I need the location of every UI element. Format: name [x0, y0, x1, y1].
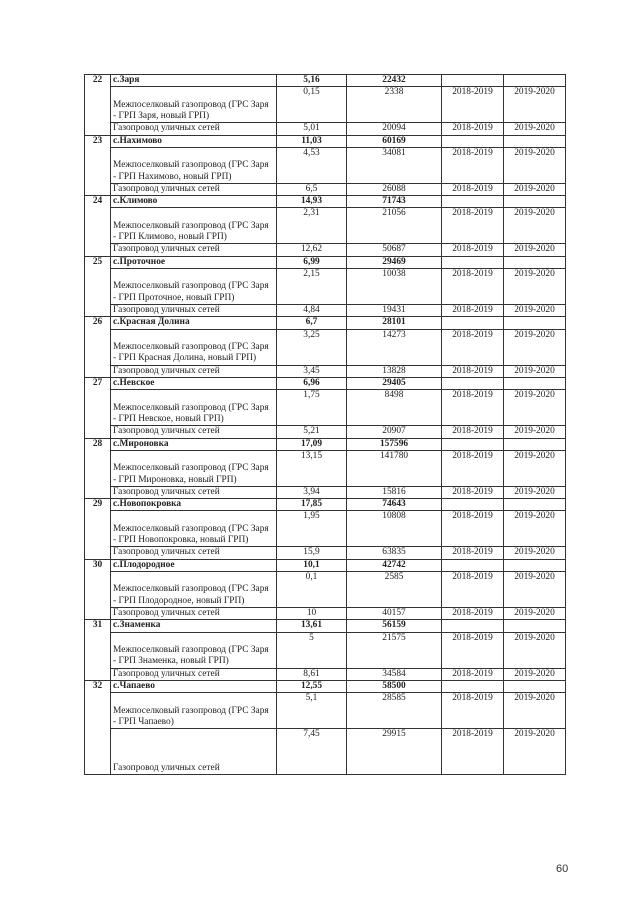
- pipeline-cost: 34584: [347, 668, 442, 680]
- inter-settlement-pipeline-row: [85, 450, 566, 486]
- row-number: 22: [85, 75, 111, 136]
- pipeline-length: 8,61: [277, 668, 347, 680]
- pipeline-cost: 20094: [347, 123, 442, 135]
- empty-cell: [504, 620, 566, 632]
- design-period: 2018-2019: [442, 365, 504, 377]
- village-name: с.Новопокровка: [111, 499, 277, 511]
- pipeline-cost: 13828: [347, 365, 442, 377]
- pipeline-length: 5,1: [277, 693, 347, 729]
- design-period: 2018-2019: [442, 269, 504, 305]
- construction-period: 2019-2020: [504, 269, 566, 305]
- pipeline-name: Газопровод уличных сетей: [111, 365, 277, 377]
- total-cost: 29469: [347, 256, 442, 268]
- row-number: 31: [85, 620, 111, 681]
- pipeline-name: Межпоселковый газопровод (ГРС Заря - ГРП Красная Долина, новый ГРП): [111, 329, 277, 365]
- section-header-row: [85, 620, 566, 632]
- design-period: 2018-2019: [442, 183, 504, 195]
- pipeline-cost: 15816: [347, 486, 442, 498]
- total-cost: 58500: [347, 680, 442, 692]
- total-length: 17,85: [277, 499, 347, 511]
- section-header-row: [85, 75, 566, 87]
- pipeline-cost: 63835: [347, 547, 442, 559]
- row-number: 30: [85, 559, 111, 620]
- construction-period: 2019-2020: [504, 486, 566, 498]
- village-name: с.Знаменка: [111, 620, 277, 632]
- section-header-row: [85, 438, 566, 450]
- construction-period: 2019-2020: [504, 693, 566, 729]
- pipeline-length: 3,45: [277, 365, 347, 377]
- section-header-row: [85, 680, 566, 692]
- total-cost: 42742: [347, 559, 442, 571]
- empty-cell: [442, 620, 504, 632]
- village-name: с.Нахимово: [111, 135, 277, 147]
- pipeline-length: 7,45: [277, 729, 347, 775]
- design-period: 2018-2019: [442, 729, 504, 775]
- pipeline-cost: 26088: [347, 183, 442, 195]
- pipeline-length: 0,1: [277, 572, 347, 608]
- street-network-row: [85, 244, 566, 256]
- empty-cell: [442, 499, 504, 511]
- empty-cell: [442, 75, 504, 87]
- section-header-row: [85, 135, 566, 147]
- total-length: 6,96: [277, 377, 347, 389]
- empty-cell: [442, 135, 504, 147]
- design-period: 2018-2019: [442, 305, 504, 317]
- village-name: с.Красная Долина: [111, 317, 277, 329]
- total-cost: 28101: [347, 317, 442, 329]
- construction-period: 2019-2020: [504, 547, 566, 559]
- design-period: 2018-2019: [442, 208, 504, 244]
- pipeline-cost: 2338: [347, 87, 442, 123]
- pipeline-name: Межпоселковый газопровод (ГРС Заря - ГРП Знаменка, новый ГРП): [111, 632, 277, 668]
- pipeline-name: Газопровод уличных сетей: [111, 608, 277, 620]
- empty-cell: [442, 377, 504, 389]
- construction-period: 2019-2020: [504, 365, 566, 377]
- row-number: 25: [85, 256, 111, 317]
- pipeline-length: 3,25: [277, 329, 347, 365]
- design-period: 2018-2019: [442, 511, 504, 547]
- street-network-row: [85, 365, 566, 377]
- section-header-row: [85, 377, 566, 389]
- construction-period: 2019-2020: [504, 572, 566, 608]
- empty-cell: [504, 256, 566, 268]
- total-cost: 60169: [347, 135, 442, 147]
- village-name: с.Проточное: [111, 256, 277, 268]
- pipeline-length: 1,95: [277, 511, 347, 547]
- pipeline-length: 1,75: [277, 390, 347, 426]
- section-header-row: [85, 559, 566, 571]
- empty-cell: [504, 317, 566, 329]
- row-number: 27: [85, 377, 111, 438]
- design-period: 2018-2019: [442, 547, 504, 559]
- row-number: 26: [85, 317, 111, 378]
- total-cost: 71743: [347, 196, 442, 208]
- pipeline-name: Газопровод уличных сетей: [111, 486, 277, 498]
- pipeline-cost: 28585: [347, 693, 442, 729]
- design-period: 2018-2019: [442, 608, 504, 620]
- empty-cell: [504, 196, 566, 208]
- pipeline-length: 12,62: [277, 244, 347, 256]
- pipeline-name: Газопровод уличных сетей: [111, 244, 277, 256]
- pipeline-length: 3,94: [277, 486, 347, 498]
- total-length: 6,7: [277, 317, 347, 329]
- total-cost: 74643: [347, 499, 442, 511]
- construction-period: 2019-2020: [504, 729, 566, 775]
- pipeline-length: 15,9: [277, 547, 347, 559]
- street-network-row: [85, 668, 566, 680]
- design-period: 2018-2019: [442, 572, 504, 608]
- empty-cell: [504, 438, 566, 450]
- pipeline-name: Межпоселковый газопровод (ГРС Заря - ГРП Климово, новый ГРП): [111, 208, 277, 244]
- design-period: 2018-2019: [442, 244, 504, 256]
- pipeline-cost: 19431: [347, 305, 442, 317]
- total-length: 11,03: [277, 135, 347, 147]
- empty-cell: [442, 559, 504, 571]
- pipeline-length: 5: [277, 632, 347, 668]
- section-header-row: [85, 317, 566, 329]
- construction-period: 2019-2020: [504, 183, 566, 195]
- empty-cell: [442, 196, 504, 208]
- pipeline-name: Газопровод уличных сетей: [111, 123, 277, 135]
- street-network-row: [85, 547, 566, 559]
- design-period: 2018-2019: [442, 693, 504, 729]
- total-length: 17,09: [277, 438, 347, 450]
- pipeline-name: Межпоселковый газопровод (ГРС Заря - ГРП Чапаево): [111, 693, 277, 729]
- empty-cell: [504, 75, 566, 87]
- design-period: 2018-2019: [442, 87, 504, 123]
- pipeline-name: Межпоселковый газопровод (ГРС Заря - ГРП Проточное, новый ГРП): [111, 269, 277, 305]
- total-length: 13,61: [277, 620, 347, 632]
- total-cost: 56159: [347, 620, 442, 632]
- pipeline-length: 2,15: [277, 269, 347, 305]
- pipeline-cost: 20907: [347, 426, 442, 438]
- section-header-row: [85, 256, 566, 268]
- row-number: 29: [85, 499, 111, 560]
- pipeline-cost: 21056: [347, 208, 442, 244]
- construction-period: 2019-2020: [504, 450, 566, 486]
- pipeline-name: Газопровод уличных сетей: [111, 668, 277, 680]
- pipeline-length: 13,15: [277, 450, 347, 486]
- construction-period: 2019-2020: [504, 511, 566, 547]
- pipeline-name: Газопровод уличных сетей: [111, 547, 277, 559]
- total-length: 10,1: [277, 559, 347, 571]
- pipeline-name: Межпоселковый газопровод (ГРС Заря - ГРП Мироновка, новый ГРП): [111, 450, 277, 486]
- street-network-row: [85, 183, 566, 195]
- construction-period: 2019-2020: [504, 87, 566, 123]
- construction-period: 2019-2020: [504, 426, 566, 438]
- pipeline-name: Газопровод уличных сетей: [111, 729, 277, 775]
- inter-settlement-pipeline-row: [85, 572, 566, 608]
- inter-settlement-pipeline-row: [85, 147, 566, 183]
- inter-settlement-pipeline-row: [85, 208, 566, 244]
- pipeline-length: 4,53: [277, 147, 347, 183]
- row-number: 32: [85, 680, 111, 774]
- empty-cell: [504, 135, 566, 147]
- inter-settlement-pipeline-row: [85, 693, 566, 729]
- design-period: 2018-2019: [442, 668, 504, 680]
- inter-settlement-pipeline-row: [85, 632, 566, 668]
- pipeline-length: 5,21: [277, 426, 347, 438]
- village-name: с.Мироновка: [111, 438, 277, 450]
- pipeline-length: 2,31: [277, 208, 347, 244]
- construction-period: 2019-2020: [504, 208, 566, 244]
- construction-period: 2019-2020: [504, 123, 566, 135]
- empty-cell: [442, 680, 504, 692]
- row-number: 24: [85, 196, 111, 257]
- design-period: 2018-2019: [442, 486, 504, 498]
- empty-cell: [442, 438, 504, 450]
- gas-pipeline-table: [84, 74, 566, 775]
- design-period: 2018-2019: [442, 426, 504, 438]
- empty-cell: [504, 559, 566, 571]
- pipeline-length: 5,01: [277, 123, 347, 135]
- pipeline-cost: 10038: [347, 269, 442, 305]
- empty-cell: [504, 377, 566, 389]
- total-cost: 157596: [347, 438, 442, 450]
- construction-period: 2019-2020: [504, 305, 566, 317]
- pipeline-name: Межпоселковый газопровод (ГРС Заря - ГРП Невское, новый ГРП): [111, 390, 277, 426]
- construction-period: 2019-2020: [504, 608, 566, 620]
- pipeline-cost: 21575: [347, 632, 442, 668]
- village-name: с.Невское: [111, 377, 277, 389]
- empty-cell: [442, 317, 504, 329]
- village-name: с.Плодородное: [111, 559, 277, 571]
- village-name: с.Климово: [111, 196, 277, 208]
- pipeline-length: 6,5: [277, 183, 347, 195]
- street-network-row: [85, 123, 566, 135]
- total-cost: 22432: [347, 75, 442, 87]
- village-name: с.Чапаево: [111, 680, 277, 692]
- construction-period: 2019-2020: [504, 668, 566, 680]
- design-period: 2018-2019: [442, 329, 504, 365]
- pipeline-cost: 10808: [347, 511, 442, 547]
- street-network-row: [85, 486, 566, 498]
- total-cost: 29405: [347, 377, 442, 389]
- pipeline-cost: 8498: [347, 390, 442, 426]
- pipeline-length: 10: [277, 608, 347, 620]
- pipeline-length: 4,84: [277, 305, 347, 317]
- construction-period: 2019-2020: [504, 329, 566, 365]
- design-period: 2018-2019: [442, 632, 504, 668]
- pipeline-cost: 40157: [347, 608, 442, 620]
- total-length: 12,55: [277, 680, 347, 692]
- inter-settlement-pipeline-row: [85, 390, 566, 426]
- construction-period: 2019-2020: [504, 147, 566, 183]
- total-length: 6,99: [277, 256, 347, 268]
- pipeline-name: Газопровод уличных сетей: [111, 426, 277, 438]
- pipeline-cost: 141780: [347, 450, 442, 486]
- pipeline-cost: 2585: [347, 572, 442, 608]
- construction-period: 2019-2020: [504, 244, 566, 256]
- pipeline-name: Газопровод уличных сетей: [111, 183, 277, 195]
- pipeline-cost: 50687: [347, 244, 442, 256]
- section-header-row: [85, 499, 566, 511]
- street-network-row: [85, 305, 566, 317]
- inter-settlement-pipeline-row: [85, 329, 566, 365]
- inter-settlement-pipeline-row: [85, 87, 566, 123]
- street-network-row: [85, 608, 566, 620]
- street-network-row: [85, 729, 566, 775]
- pipeline-name: Межпоселковый газопровод (ГРС Заря - ГРП Плодородное, новый ГРП): [111, 572, 277, 608]
- total-length: 14,93: [277, 196, 347, 208]
- design-period: 2018-2019: [442, 123, 504, 135]
- total-length: 5,16: [277, 75, 347, 87]
- village-name: с.Заря: [111, 75, 277, 87]
- design-period: 2018-2019: [442, 147, 504, 183]
- empty-cell: [504, 499, 566, 511]
- empty-cell: [442, 256, 504, 268]
- design-period: 2018-2019: [442, 390, 504, 426]
- pipeline-length: 0,15: [277, 87, 347, 123]
- pipeline-name: Газопровод уличных сетей: [111, 305, 277, 317]
- pipeline-cost: 14273: [347, 329, 442, 365]
- design-period: 2018-2019: [442, 450, 504, 486]
- row-number: 28: [85, 438, 111, 499]
- pipeline-name: Межпоселковый газопровод (ГРС Заря - ГРП Нахимово, новый ГРП): [111, 147, 277, 183]
- empty-cell: [504, 680, 566, 692]
- inter-settlement-pipeline-row: [85, 269, 566, 305]
- pipeline-name: Межпоселковый газопровод (ГРС Заря - ГРП Заря, новый ГРП): [111, 87, 277, 123]
- pipeline-cost: 34081: [347, 147, 442, 183]
- construction-period: 2019-2020: [504, 390, 566, 426]
- pipeline-name: Межпоселковый газопровод (ГРС Заря - ГРП Новопокровка, новый ГРП): [111, 511, 277, 547]
- row-number: 23: [85, 135, 111, 196]
- pipeline-cost: 29915: [347, 729, 442, 775]
- section-header-row: [85, 196, 566, 208]
- construction-period: 2019-2020: [504, 632, 566, 668]
- street-network-row: [85, 426, 566, 438]
- page-number: 60: [556, 863, 569, 875]
- inter-settlement-pipeline-row: [85, 511, 566, 547]
